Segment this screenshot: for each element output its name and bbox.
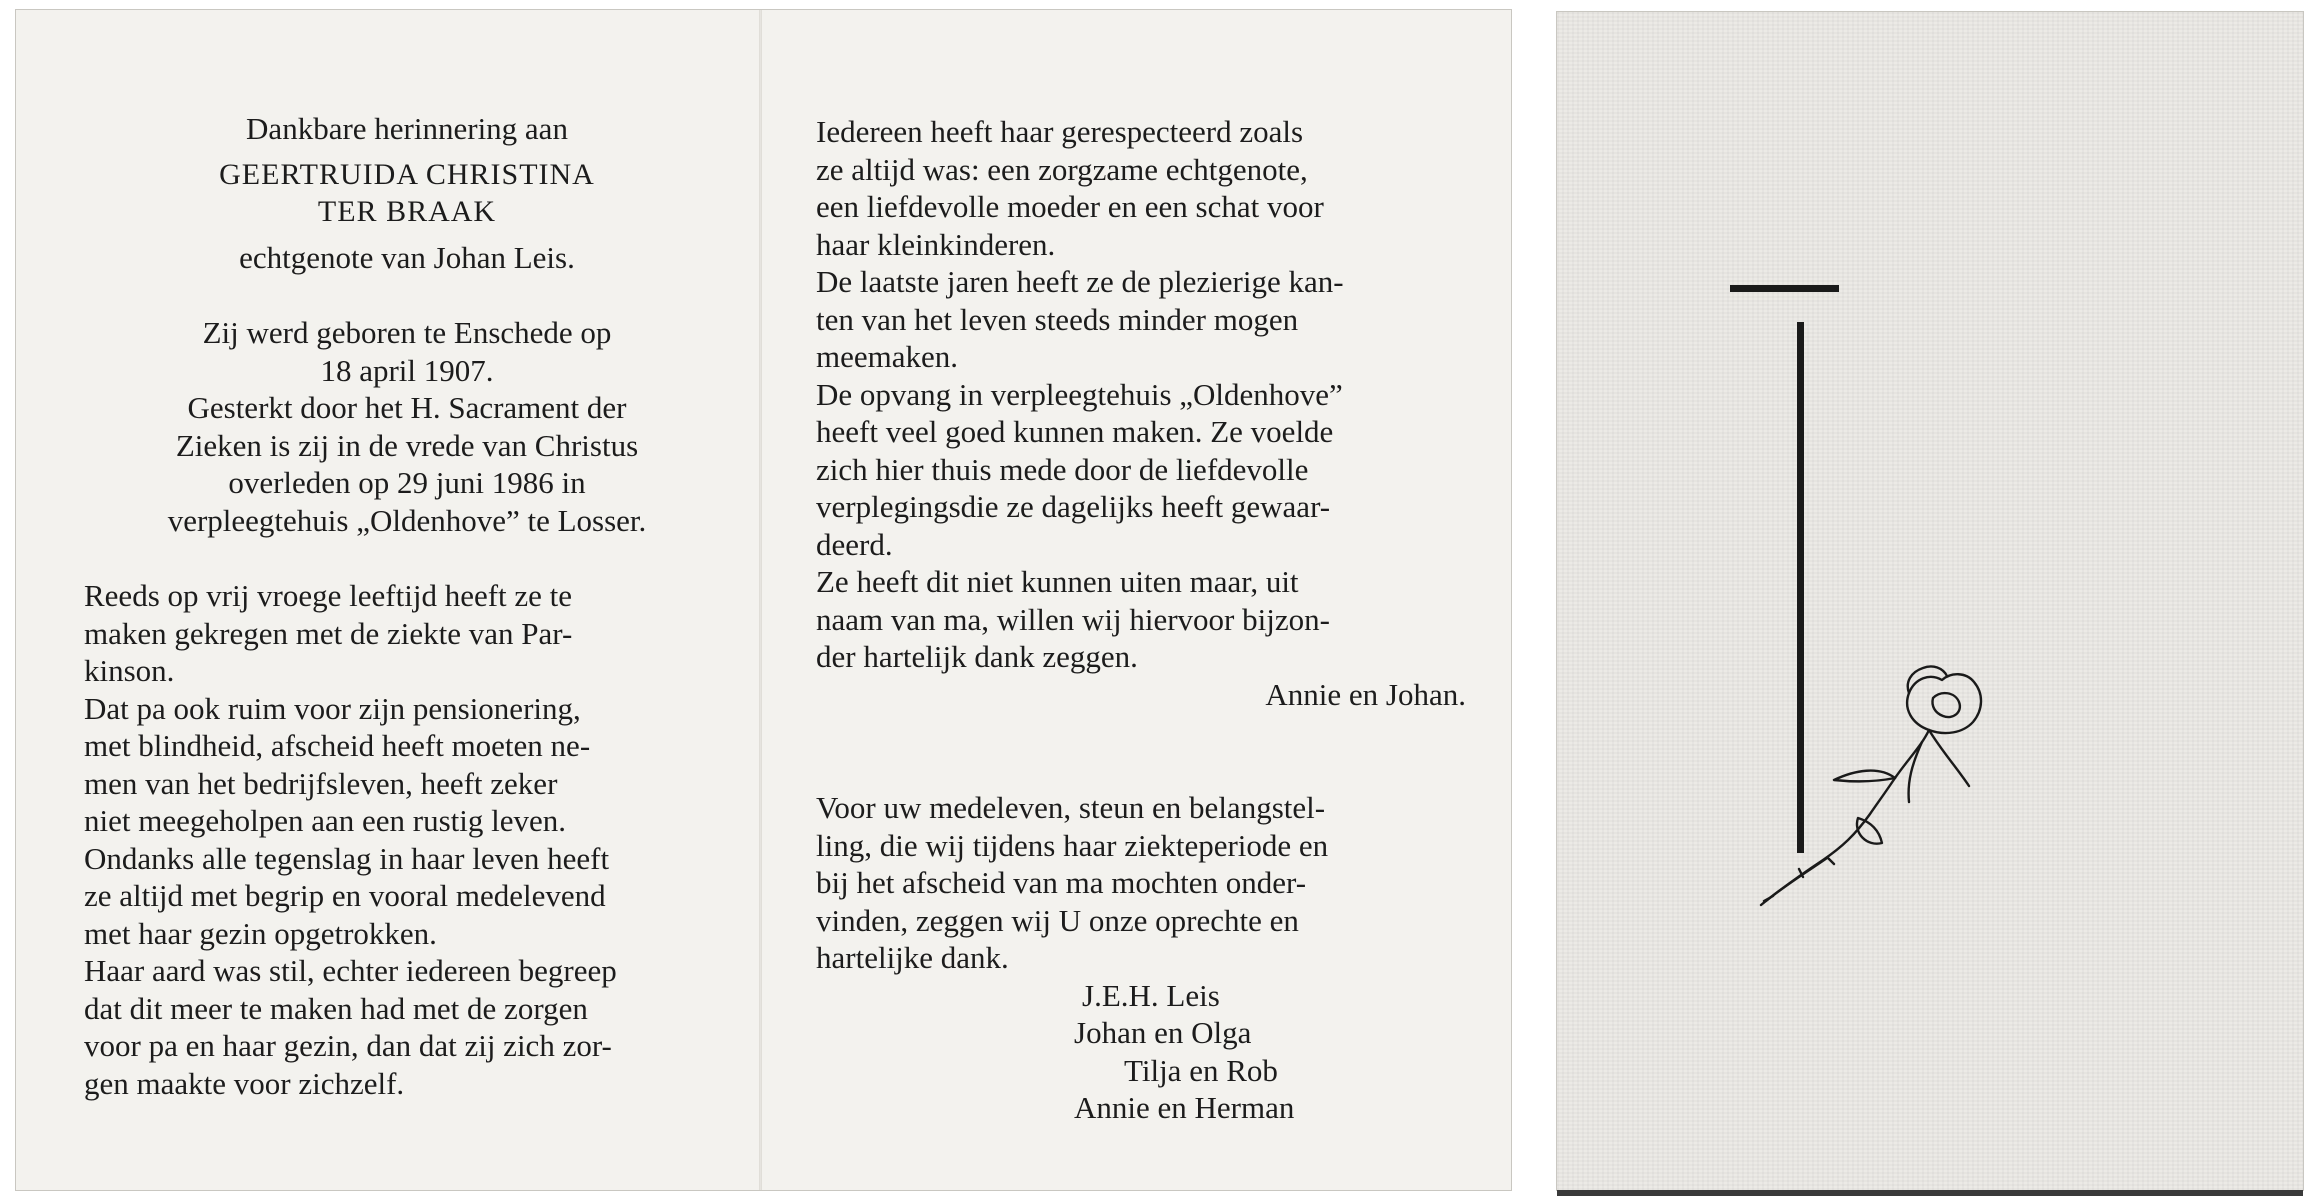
- rose-sepal: [1929, 730, 1969, 786]
- text-line: dat dit meer te maken had met de zorgen: [84, 990, 588, 1026]
- intro-text: Dankbare herinnering aan: [246, 111, 568, 146]
- signature-line: Annie en Herman: [1074, 1090, 1295, 1125]
- deceased-name-line2: TER BRAAK: [317, 195, 497, 228]
- text-line: ten van het leven steeds minder mogen: [816, 301, 1299, 337]
- signatures: [1074, 977, 1466, 1127]
- rose-icon: [1761, 666, 1981, 905]
- signature-line: J.E.H. Leis: [1082, 977, 1220, 1013]
- right-panel: [816, 113, 1466, 1127]
- text-line: hartelijke dank.: [816, 940, 1009, 975]
- rose-stem-inner: [1766, 858, 1827, 901]
- text-line: Haar aard was stil, echter iedereen begreep: [84, 953, 617, 988]
- text-line: bij het afscheid van ma mochten onder-: [816, 865, 1307, 900]
- rose-leaf: [1834, 771, 1895, 782]
- text-line: Ze heeft dit niet kunnen uiten maar, uit: [816, 564, 1299, 599]
- memorial-card-inside: [16, 10, 1511, 1190]
- text-line: met haar gezin opgetrokken.: [84, 915, 437, 951]
- text-line: vinden, zeggen wij U onze oprechte en: [816, 902, 1299, 938]
- text-line: De opvang in verpleegtehuis „Oldenhove”: [816, 376, 1343, 412]
- card-shadow: [1557, 1190, 2303, 1196]
- text-line: Reeds op vrij vroege leeftijd heeft ze te: [84, 578, 573, 613]
- text-line: ling, die wij tijdens haar ziekteperiode en: [816, 827, 1329, 863]
- text-line: gen maakte voor zichzelf.: [84, 1065, 405, 1101]
- cross-vertical: [1797, 322, 1804, 853]
- deceased-name-line1: GEERTRUIDA CHRISTINA: [219, 157, 595, 191]
- front-illustration: [1557, 12, 2303, 1190]
- text-line: Zieken is zij in de vrede van Christus: [175, 427, 639, 463]
- text-line: Gesterkt door het H. Sacrament der: [187, 390, 627, 425]
- text-line: haar kleinkinderen.: [816, 226, 1056, 262]
- text-line: niet meegeholpen aan een rustig leven.: [84, 803, 567, 838]
- thanks-paragraph: [816, 789, 1466, 977]
- memorial-card-front: [1557, 12, 2303, 1190]
- text-line: deerd.: [816, 526, 893, 562]
- life-story-paragraph: [84, 577, 730, 1102]
- text-line: Dat pa ook ruim voor zijn pensionering,: [84, 690, 581, 726]
- tribute-paragraph: [816, 113, 1466, 676]
- text-line: ze altijd met begrip en vooral medelevend: [84, 878, 606, 913]
- text-line: naam van ma, willen wij hiervoor bijzon-: [816, 601, 1330, 637]
- card-fold: [759, 10, 762, 1190]
- text-line: 18 april 1907.: [320, 352, 494, 388]
- left-panel: [84, 110, 730, 1102]
- text-line: der hartelijk dank zeggen.: [816, 639, 1138, 674]
- text-line: ze altijd was: een zorgzame echtgenote,: [816, 151, 1308, 187]
- cross-horizontal: [1730, 285, 1839, 292]
- text-line: Zij werd geboren te Enschede op: [202, 315, 612, 350]
- text-line: maken gekregen met de ziekte van Par-: [84, 615, 573, 651]
- text-line: heeft veel goed kunnen maken. Ze voelde: [816, 414, 1334, 449]
- text-line: Voor uw medeleven, steun en belangstel-: [816, 790, 1326, 825]
- text-line: verpleegtehuis „Oldenhove” te Losser.: [167, 502, 647, 538]
- text-line: meemaken.: [816, 339, 959, 374]
- text-line: kinson.: [84, 653, 175, 688]
- rose-small-leaf: [1857, 818, 1882, 844]
- text-line: Iedereen heeft haar gerespecteerd zoals: [816, 114, 1304, 149]
- rose-bloom: [1907, 674, 1981, 733]
- text-line: men van het bedrijfsleven, heeft zeker: [84, 765, 558, 801]
- spouse-text: echtgenote van Johan Leis.: [239, 239, 575, 275]
- text-line: De laatste jaren heeft ze de plezierige kan-: [816, 264, 1344, 299]
- rose-center: [1932, 693, 1959, 717]
- text-line: voor pa en haar gezin, dan dat zij zich zor-: [84, 1028, 612, 1063]
- signature-line: Tilja en Rob: [1124, 1052, 1278, 1088]
- signature-line: Johan en Olga: [1074, 1015, 1252, 1050]
- signoff-text: Annie en Johan.: [1265, 676, 1466, 712]
- text-line: verplegingsdie ze dagelijks heeft gewaar-: [816, 489, 1331, 524]
- text-line: Ondanks alle tegenslag in haar leven heeft: [84, 840, 610, 876]
- text-line: met blindheid, afscheid heeft moeten ne-: [84, 728, 591, 763]
- text-line: overleden op 29 juni 1986 in: [228, 465, 586, 500]
- birth-death-paragraph: [84, 314, 730, 539]
- cross-icon: [1730, 285, 1839, 853]
- text-line: een liefdevolle moeder en een schat voor: [816, 189, 1324, 224]
- rose-stem: [1761, 778, 1895, 905]
- text-line: zich hier thuis mede door de liefdevolle: [816, 451, 1309, 487]
